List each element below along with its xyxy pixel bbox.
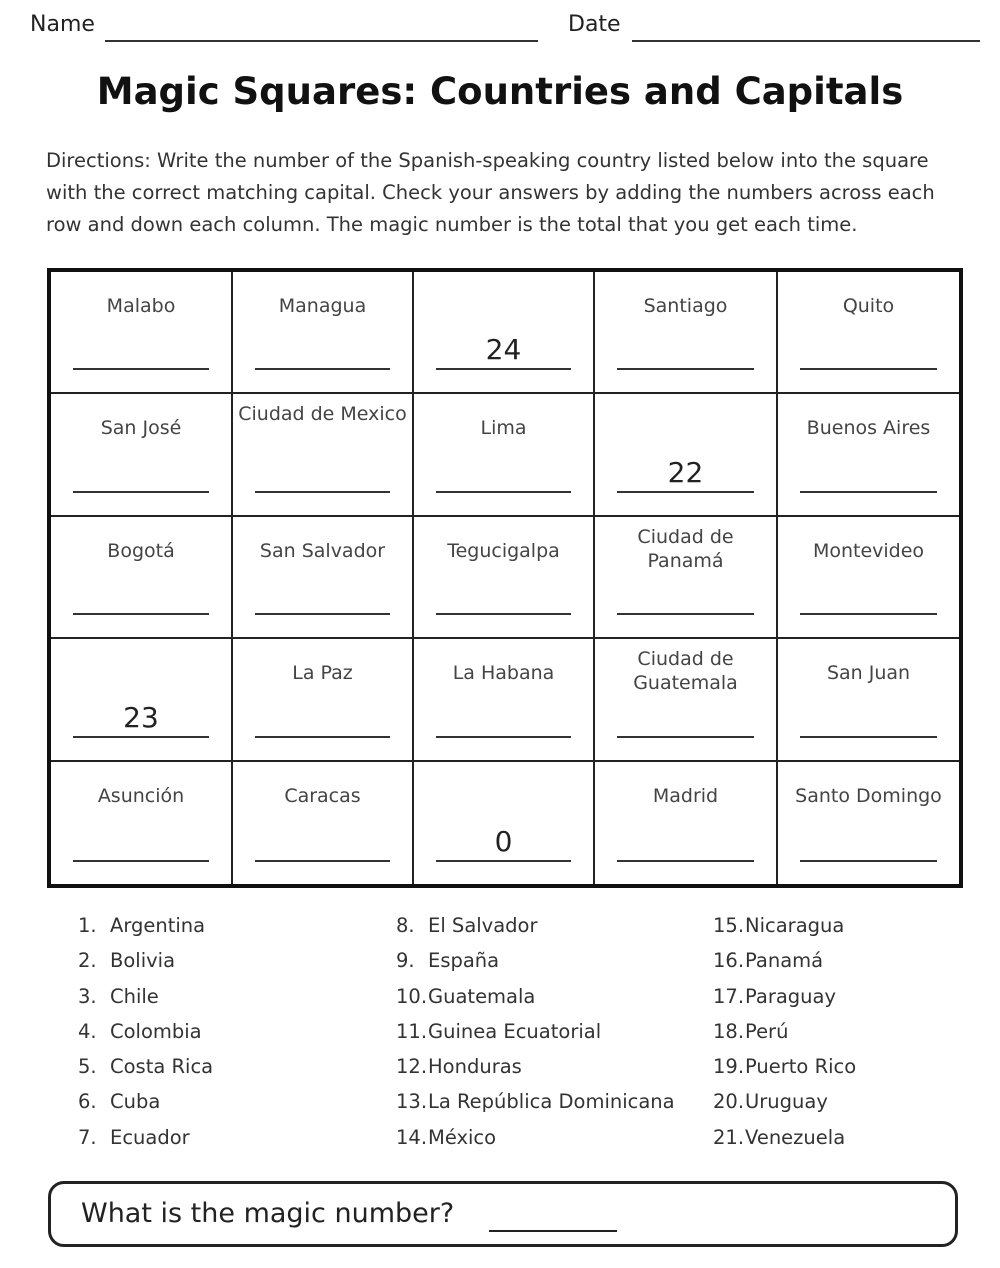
capital-label: Asunción	[97, 784, 185, 807]
answer-blank[interactable]	[800, 860, 937, 862]
answer-blank[interactable]	[800, 491, 937, 493]
country-item	[78, 1126, 213, 1161]
capital-label: Malabo	[106, 295, 176, 317]
country-number: 3.	[78, 984, 97, 1008]
country-name: Colombia	[110, 1019, 202, 1043]
answer-blank[interactable]	[73, 736, 209, 738]
country-item	[78, 949, 213, 984]
capital-label: Ciudad de Panamá	[637, 525, 734, 572]
country-number: 16.	[713, 949, 745, 973]
answer-blank[interactable]	[255, 491, 390, 493]
grid-cell	[233, 394, 414, 516]
magic-square-grid	[47, 268, 963, 888]
name-label: Name	[30, 12, 95, 37]
country-name: México	[428, 1125, 497, 1149]
capital-label: Caracas	[284, 784, 361, 807]
answer-blank[interactable]	[617, 368, 754, 370]
country-name: Honduras	[428, 1055, 522, 1079]
capital-label: Bogotá	[107, 539, 175, 562]
country-number: 4.	[78, 1019, 97, 1043]
grid-cell	[51, 639, 233, 761]
capital-label: Ciudad de Guatemala	[633, 648, 738, 695]
country-item	[396, 949, 675, 984]
country-name: La República Dominicana	[428, 1090, 675, 1114]
grid-cell	[51, 517, 233, 639]
capital-label: San Juan	[826, 662, 911, 685]
answer-blank[interactable]	[617, 736, 754, 738]
country-item	[396, 1126, 675, 1161]
cell-answer: 0	[494, 825, 513, 858]
grid-cell	[233, 517, 414, 639]
answer-blank[interactable]	[617, 491, 754, 493]
country-item	[713, 949, 856, 984]
capital-label: Tegucigalpa	[447, 539, 560, 562]
country-name: Cuba	[110, 1090, 161, 1114]
country-number: 19.	[713, 1055, 745, 1079]
country-name: Ecuador	[110, 1125, 190, 1149]
country-number: 11.	[396, 1019, 428, 1043]
grid-cell	[414, 517, 595, 639]
capital-label: Santiago	[643, 295, 728, 317]
answer-blank[interactable]	[800, 368, 937, 370]
country-name: Costa Rica	[110, 1055, 214, 1079]
grid-cell	[233, 639, 414, 761]
country-list	[78, 914, 958, 1164]
country-item	[713, 1020, 856, 1055]
grid-cell	[778, 639, 959, 761]
answer-blank[interactable]	[617, 860, 754, 862]
grid-cell	[414, 762, 595, 884]
country-number: 12.	[396, 1055, 428, 1079]
answer-blank[interactable]	[255, 860, 390, 862]
capital-label: San Salvador	[259, 539, 386, 562]
capital-label: Quito	[842, 295, 895, 317]
country-item	[78, 1090, 213, 1125]
country-item	[396, 1020, 675, 1055]
answer-blank[interactable]	[800, 613, 937, 615]
country-name: Panamá	[745, 949, 824, 973]
country-name: Guatemala	[428, 984, 536, 1008]
answer-blank[interactable]	[73, 860, 209, 862]
country-list-column	[396, 914, 675, 1161]
country-number: 17.	[713, 984, 745, 1008]
country-number: 14.	[396, 1125, 428, 1149]
magic-number-question: What is the magic number?	[81, 1198, 455, 1229]
country-number: 21.	[713, 1125, 745, 1149]
country-item	[78, 1020, 213, 1055]
country-number: 7.	[78, 1125, 97, 1149]
capital-label: Santo Domingo	[795, 784, 942, 807]
country-name: Argentina	[110, 914, 206, 937]
answer-blank[interactable]	[73, 613, 209, 615]
grid-cell	[778, 272, 959, 394]
grid-cell	[595, 639, 778, 761]
country-name: Guinea Ecuatorial	[428, 1019, 602, 1043]
answer-blank[interactable]	[255, 368, 390, 370]
country-number: 15.	[713, 914, 745, 937]
grid-cell	[778, 517, 959, 639]
country-list-column	[78, 914, 213, 1161]
country-name: Nicaragua	[745, 914, 845, 937]
country-list-column	[713, 914, 856, 1161]
country-number: 10.	[396, 984, 428, 1008]
answer-blank[interactable]	[436, 368, 571, 370]
grid-cell	[51, 272, 233, 394]
country-item	[713, 1126, 856, 1161]
country-number: 8.	[396, 914, 415, 937]
cell-answer: 22	[667, 455, 704, 489]
country-number: 6.	[78, 1090, 97, 1114]
country-number: 2.	[78, 949, 97, 973]
country-name: Uruguay	[745, 1090, 828, 1114]
capital-label: Lima	[480, 417, 527, 440]
capital-label: Buenos Aires	[806, 417, 931, 440]
answer-blank[interactable]	[436, 491, 571, 493]
name-field[interactable]	[105, 40, 538, 42]
country-item	[713, 914, 856, 949]
grid-cell	[414, 272, 595, 394]
country-item	[78, 914, 213, 949]
date-label: Date	[568, 12, 621, 37]
answer-blank[interactable]	[800, 736, 937, 738]
grid-cell	[595, 394, 778, 516]
country-item	[396, 1090, 675, 1125]
grid-cell	[595, 272, 778, 394]
country-number: 20.	[713, 1090, 745, 1114]
grid-cell	[778, 394, 959, 516]
cell-answer: 23	[123, 700, 159, 734]
answer-blank[interactable]	[617, 613, 754, 615]
grid-cell	[595, 517, 778, 639]
country-item	[713, 1055, 856, 1090]
grid-cell	[51, 394, 233, 516]
country-name: El Salvador	[428, 914, 538, 937]
answer-blank[interactable]	[436, 613, 571, 615]
name-date-header	[30, 8, 980, 42]
magic-number-answer-field[interactable]	[489, 1230, 617, 1232]
country-name: España	[428, 949, 500, 973]
country-number: 13.	[396, 1090, 428, 1114]
capital-label: Ciudad de Mexico	[238, 403, 407, 426]
country-number: 9.	[396, 949, 415, 973]
capital-label: La Paz	[292, 662, 353, 685]
country-name: Bolivia	[110, 949, 176, 973]
country-number: 18.	[713, 1019, 745, 1043]
answer-blank[interactable]	[73, 368, 209, 370]
country-number: 5.	[78, 1055, 97, 1079]
country-item	[78, 985, 213, 1020]
country-name: Chile	[110, 984, 159, 1008]
grid-cell	[595, 762, 778, 884]
directions-text: Directions: Write the number of the Spanish-speaking country listed below into the square with the correct matching capital. Check your answers by adding the numbers across each row and down each column. The magic number is the total that you get each time.	[46, 149, 935, 236]
country-name: Perú	[745, 1019, 789, 1043]
country-item	[78, 1055, 213, 1090]
country-item	[396, 985, 675, 1020]
grid-cell	[51, 762, 233, 884]
answer-blank[interactable]	[255, 736, 390, 738]
answer-blank[interactable]	[255, 613, 390, 615]
capital-label: Madrid	[652, 784, 719, 807]
answer-blank[interactable]	[436, 860, 571, 862]
capital-label: Managua	[278, 295, 367, 317]
country-name: Venezuela	[745, 1125, 846, 1149]
country-name: Paraguay	[745, 984, 837, 1008]
capital-label: Montevideo	[812, 539, 925, 562]
answer-blank[interactable]	[436, 736, 571, 738]
grid-cell	[414, 639, 595, 761]
grid-cell	[778, 762, 959, 884]
answer-blank[interactable]	[73, 491, 209, 493]
grid-cell	[414, 394, 595, 516]
grid-cell	[233, 272, 414, 394]
country-item	[396, 1055, 675, 1090]
country-name: Puerto Rico	[745, 1055, 857, 1079]
grid-cell	[233, 762, 414, 884]
country-item	[713, 985, 856, 1020]
date-field[interactable]	[632, 40, 980, 42]
capital-label: San José	[100, 417, 182, 440]
capital-label: La Habana	[452, 662, 555, 685]
country-item	[396, 914, 675, 949]
magic-number-box	[48, 1181, 958, 1247]
page-title: Magic Squares: Countries and Capitals	[96, 70, 904, 113]
country-item	[713, 1090, 856, 1125]
cell-answer: 24	[485, 333, 522, 367]
country-number: 1.	[78, 914, 97, 937]
